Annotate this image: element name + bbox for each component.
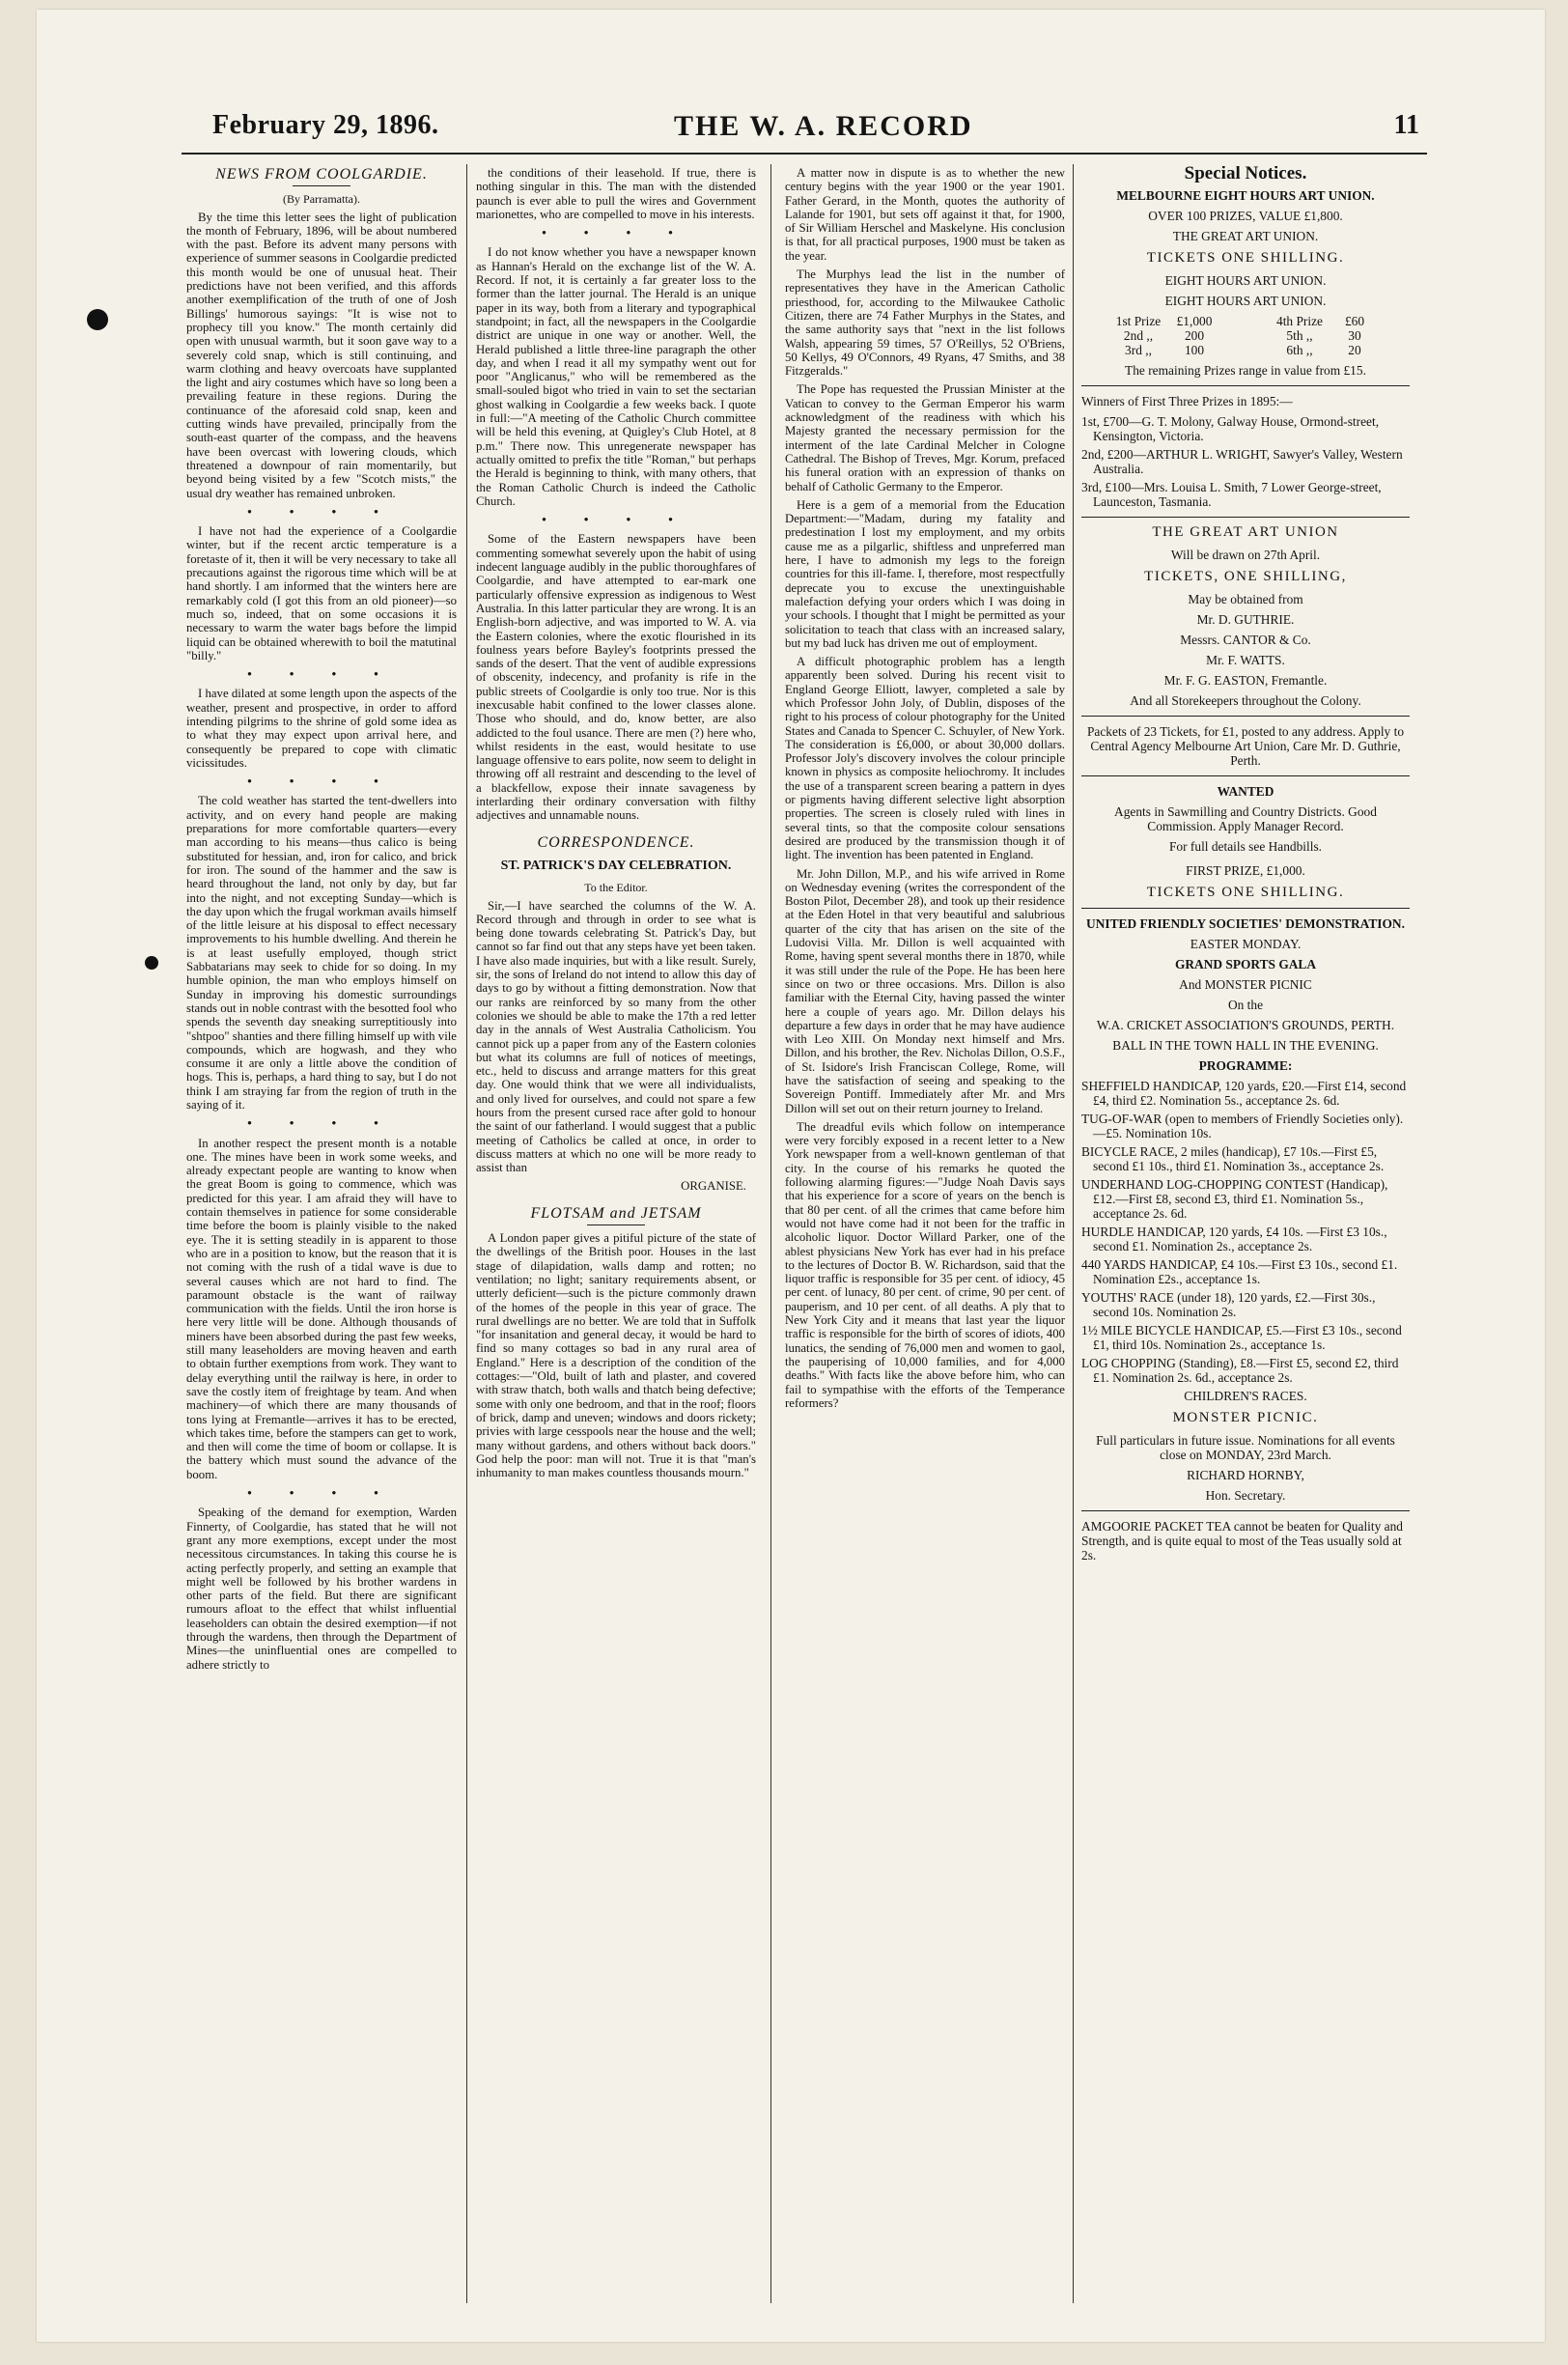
ad-line: Will be drawn on 27th April. bbox=[1170, 548, 1321, 562]
secretary-name: RICHARD HORNBY, bbox=[1187, 1468, 1304, 1482]
ad-line: Full particulars in future issue. Nominations for all events close on MONDAY, 23rd March. bbox=[1096, 1433, 1395, 1462]
program-event: TUG-OF-WAR (open to members of Friendly Societies only).—£5. Nomination 10s. bbox=[1081, 1112, 1404, 1140]
prize-cell bbox=[1222, 328, 1271, 343]
paragraph: The cold weather has started the tent-dwellers into activity, and on every hand people are making preparations for more comfortable quarters—every man according to his means—thus calico is being substituted for hessian, and, iron for calico, and brick for iron. The sound of the hammer and the saw is heard throughout the land, not only by day, but far into the night, and not excepting Sunday—which is the day upon which the frugal workman avails himself of the little leisure at his disposal to effect necessary improvements to his humble dwelling. And therein he is at least usefully employed, though strict Sabbatarians may seek to chide for so doing. In my humble opinion, the man who employs himself on Sunday in improving his domestic surroundings stands out in noble contrast with the besotted fool who spends the seventh day sneaking surreptitiously into "shtpoo" shanties and there filling himself up with vile compounds, which are hogwash, and they who consume it are only a little above the condition of hogs. This is, perhaps, a hard thing to say, but I do not think I am straying far from the region of truth in the saying of it. bbox=[186, 794, 457, 1112]
section-separator: • • • • bbox=[542, 513, 690, 527]
page-number: 11 bbox=[1393, 110, 1419, 140]
prize-cell bbox=[1222, 314, 1271, 328]
agent-name: Messrs. CANTOR & Co. bbox=[1180, 633, 1311, 647]
paragraph: I have dilated at some length upon the aspects of the weather, present and prospective, in order to afford intending pilgrims to the shrine of gold some idea as to what they may expect upon arrival here, and consequently be prepared to cope with climatic vicissitudes. bbox=[186, 687, 457, 770]
paragraph: Here is a gem of a memorial from the Education Department:—"Madam, during my fatality and predestination I lost my employment, and my orbits cause me as a pilgarlic, shiftless and unpreferred man here, I have to admonish my legs to the foreign countries for this ill-fame. I, therefore, most respectfully deprecate you to excuse the unextinguishable malefaction defying your orders which I was doing in your schools. I thought that I might be permitted as your solicitation to teach that class with an increased salary, but my bad luck has driven me out of employment. bbox=[785, 497, 1065, 650]
paragraph: Speaking of the demand for exemption, Warden Finnerty, of Coolgardie, has stated that he will not grant any more exemptions, except under the most necessitous circumstances. In taking this course he is acting perfectly properly, and setting an example that might well be followed by his brother wardens in other parts of the field. But there are significant rumours afloat to the effect that whilst influential leaseholders can obtain the desired exemption—if not through the wardens, then through the Department of Mines—the uninfluential ones are compelled to adhere strictly to bbox=[186, 1506, 457, 1672]
paragraph: Some of the Eastern newspapers have been commenting somewhat severely upon the habit of using indecent language audibly in the public thoroughfares of Coolgardie, and have attempted to ear-mark one particularly offensive expression as indigenous to West Australia. In this latter particular they are wrong. It is an English-born adjective, and was imported to W. A. via the Eastern colonies, where the exotic flourished in its foulness years before Bayley's footprints pressed the sands of the desert. That the vent of audible expressions of obscenity, indecency, and profanity is rife in the public streets of Coolgardie is only too true. Nor is this inexcusable habit confined to the lower classes alone. Those who should, and do, know better, are also addicted to the foul usance. There are men (?) here who, whilst residents in the east, would hesitate to use language offensive to ears polite, now seem to delight in throwing off all restraint and descending to the level of a blackfellow, expose their innate savageness by interlarding their ordinary conversation with filthy adjectives and unnamable nouns. bbox=[476, 532, 756, 823]
ad-line: BALL IN THE TOWN HALL IN THE EVENING. bbox=[1112, 1038, 1379, 1053]
ad-line: Winners of First Three Prizes in 1895:— bbox=[1081, 394, 1293, 408]
tea-advert: AMGOORIE PACKET TEA cannot be beaten for Quality and Strength, and is quite equal to most of the Teas usually sold at 2s. bbox=[1081, 1519, 1403, 1563]
paragraph: A matter now in dispute is as to whether the new century begins with the year 1900 or the year 1901. Father Gerard, in the Month, quotes the authority of Lalande for 1901, but sets off against it that, for 1900, of Sir William Herschel and Maskelyne. His conclusion is that, for all practical purposes, 1900 must be taken as the year. bbox=[785, 166, 1065, 263]
paragraph: The dreadful evils which follow on intemperance were very forcibly exposed in a recent letter to a New York newspaper from a well-known gentleman of that city. In the course of his remarks he quoted the following alarming figures:—"Judge Noah Davis says that his experience for a score of years on the bench is that 80 per cent. of all the crimes that came before him would not have come had it not been for the traffic in alcoholic liquor. Doctor Willard Parker, one of the ablest physicians New York has ever had in his preface to the lectures of Doctor B. W. Richardson, said that the liquor traffic is responsible for 35 per cent. of idiocy, 45 per cent. of lunacy, 80 per cent. of crime, 90 per cent. of pauperism, and 10 per cent. of all deaths. A ply that to New York City and it means that last year the liquor traffic is responsible for the birth of scores of idiots, 400 lunatics, the sending of 76,000 men and women to gaol, the pauperising of 10,000 families, and for 4,000 deaths." With facts like the above before him, who can fail to sympathise with the efforts of the Temperance reformers? bbox=[785, 1119, 1065, 1410]
ad-title: UNITED FRIENDLY SOCIETIES' DEMONSTRATION. bbox=[1086, 916, 1405, 931]
divider bbox=[1081, 1510, 1410, 1511]
notices-heading: Special Notices. bbox=[1184, 166, 1307, 183]
section-separator: • • • • bbox=[247, 1116, 396, 1131]
agent-name: Mr. D. GUTHRIE. bbox=[1196, 612, 1295, 627]
paragraph: I do not know whether you have a newspaper known as Hannan's Herald on the exchange list of the W. A. Record. If not, it is certainly a far greater loss to the former than the latter journal. The Herald is an unique paper in its way, both from a literary and typographical standpoint; in fact, all the newspapers in the Coolgardie district are unique in one way or another. Well, the Herald published a little three-line paragraph the other day, and when I read it all my sympathy went out for poor "Anglicanus," who will be remembered as the small-souled bigot who tried in vain to set the sectarian ghost walking in Coolgardie a few weeks back. I quote in full:—"A meeting of the Catholic Church committee will be held this evening, at Quigley's Club Hotel, at 8 p.m." There now. This unregenerate newspaper has actually omitted to prefix the title "Roman," but perhaps the Herald is beginning to think, with many others, that the Roman Catholic Church is indeed the Catholic Church. bbox=[476, 245, 756, 508]
winner-entry: 2nd, £200—ARTHUR L. WRIGHT, Sawyer's Valley, Western Australia. bbox=[1081, 447, 1403, 476]
ad-line: And all Storekeepers throughout the Colony. bbox=[1130, 693, 1361, 708]
divider bbox=[1081, 716, 1410, 717]
prize-cell: £60 bbox=[1344, 314, 1365, 328]
secretary-title: Hon. Secretary. bbox=[1205, 1488, 1286, 1503]
prize-table bbox=[1081, 314, 1410, 357]
title-divider bbox=[293, 185, 350, 186]
program-event: YOUTHS' RACE (under 18), 120 yards, £2.—First 30s., second 10s. Nomination 2s. bbox=[1081, 1290, 1376, 1319]
ad-line: TICKETS, ONE SHILLING, bbox=[1144, 569, 1347, 584]
paragraph: The Pope has requested the Prussian Minister at the Vatican to convey to the German Emperor his warm acknowledgment of the readiness with which his Majesty granted the necessary permission for the interment of the late Cardinal Melcher in Cologne Cathedral. The Bishop of Treves, Mgr. Korum, prefaced his funeral oration with an expression of thanks on behalf of Catholic Germany to the Emperor. bbox=[785, 382, 1065, 493]
prize-cell: 200 bbox=[1184, 328, 1205, 343]
divider bbox=[1081, 908, 1410, 909]
letter-body: Sir,—I have searched the columns of the W. A. Record through and through in order to see what is being done towards celebrating St. Patrick's Day, but cannot so far find out that any steps have yet been taken. I have also made inquiries, but with a like result. Surely, sir, the sons of Ireland do not intend to allow this day of days to go by without a fitting demonstration. Now that our ranks are reinforced by so many from the other colonies we should be able to make the 17th a red letter day in the annals of West Australia Catholicism. You cannot pick up a paper from any of the Eastern colonies but what its columns are full of notices of meetings, etc., held to discuss and arrange matters for this great day. One would think that we were all individualists, and only lived for ourselves, and could not spare a few hours from the present cursed race after gold to honour the saint of our fatherland. I would suggest that a public meeting of Catholics be called at once, in order to discuss matters at which no one will be more ready to assist than bbox=[476, 898, 756, 1175]
program-event: HURDLE HANDICAP, 120 yards, £4 10s. —First £3 10s., second £1. Nomination 2s., acceptance 2s. bbox=[1081, 1225, 1387, 1253]
masthead-title: THE W. A. RECORD bbox=[674, 110, 973, 142]
section-separator: • • • • bbox=[247, 667, 396, 682]
prize-cell: 5th ,, bbox=[1286, 328, 1313, 343]
paragraph: A London paper gives a pitiful picture of the state of the dwellings of the British poor. Houses in the last stage of dilapidation, walls damp and rotten; no ventilation; no light; sanitary requirements absent, or utterly deficient—such is the picture commonly drawn of the homes of the people in this year of grace. The rural dwellings are no better. We are told that in Suffolk "for insanitation and general decay, it would be hard to find so many cottages so bad in any rural area of England." Here is a description of the condition of the cottages:—"Old, built of lath and plaster, and covered with straw thatch, both walls and thatch being defective; some with only one bedroom, and that in the roof; floors of brick, damp and uneven; windows and doors rickety; privies with large cesspools near the house and the well; many without gardens, and others without back doors." God help the poor: man will not. True it is that "man's inhumanity to man makes countless thousands mourn." bbox=[476, 1231, 756, 1480]
prize-cell: 2nd ,, bbox=[1123, 328, 1154, 343]
letter-subject: ST. PATRICK'S DAY CELEBRATION. bbox=[500, 858, 732, 873]
prize-cell: 100 bbox=[1184, 343, 1205, 357]
column-3 bbox=[785, 166, 1065, 2300]
program-event: 1½ MILE BICYCLE HANDICAP, £5.—First £3 10s., second £1, third 10s. Nomination 2s., acceptance 1s. bbox=[1081, 1323, 1402, 1352]
ad-title: MELBOURNE EIGHT HOURS ART UNION. bbox=[1116, 188, 1375, 203]
column-2 bbox=[476, 166, 756, 2300]
issue-date: February 29, 1896. bbox=[212, 110, 439, 140]
section-title: FLOTSAM and JETSAM bbox=[530, 1204, 702, 1222]
column-1 bbox=[186, 166, 457, 2300]
paragraph: A difficult photographic problem has a length apparently been solved. During his recent visit to England George Elliott, lawyer, completed a sale by which Professor John Joly, of Dublin, disposes of the right to his process of colour photography for the United States and Canada to Spencer C. Schuyler, of New York. The consideration is £6,000, or about 30,000 dollars. Professor Joly's discovery involves the colour principle known in physics as composite heliochromy. It includes the use of a transparent screen bearing a pattern in dyes or pigments having different selective light absorption properties. The screen is closely ruled with lines in several tints, so that the composite colour sensations desired are produced by the transmission though it of light. The invention has been patented in England. bbox=[785, 655, 1065, 862]
divider bbox=[1081, 385, 1410, 386]
prize-cell: 1st Prize bbox=[1115, 314, 1162, 328]
program-event: BICYCLE RACE, 2 miles (handicap), £7 10s.—First £5, second £1 10s., third £1. Nomination 3s., acceptance 2s. bbox=[1081, 1144, 1385, 1173]
paragraph: By the time this letter sees the light of publication the month of February, 1896, will be about numbered with the past. Before its advent many persons with experience of summer seasons in Coolgardie predicted this month would be one of unusual heat. Their predictions have not been verified, and this affords another exemplification of the truth of one of Josh Billings' humorous sayings: "It is wise not to prophecy till you know." The month certainly did open with unusual warmth, but it soon gave way to a severely cold snap, which is still continuing, and warm clothing and heavy overcoats have supplanted the light and airy costumes which have so long been a prevailing feature in these regions. During the continuance of the aforesaid cold snap, keen and cutting winds have prevailed, principally from the south-east quarter of the compass, and the heavens have been overcast with lowering clouds, which threatened a downpour of rain momentarily, but beyond being visited by a few "Scotch mists," the usual dry weather has remained unbroken. bbox=[186, 210, 457, 500]
ad-title: WANTED bbox=[1217, 784, 1274, 799]
ad-line: THE GREAT ART UNION. bbox=[1172, 229, 1319, 243]
ad-line: Packets of 23 Tickets, for £1, posted to any address. Apply to Central Agency Melbourne Art Union, Care Mr. D. Guthrie, Perth. bbox=[1086, 724, 1405, 768]
prize-cell: £1,000 bbox=[1176, 314, 1213, 328]
section-separator: • • • • bbox=[247, 504, 396, 519]
ad-line: CHILDREN'S RACES. bbox=[1184, 1389, 1307, 1403]
program-event: 440 YARDS HANDICAP, £4 10s.—First £3 10s., second £1. Nomination £2s., acceptance 1s. bbox=[1081, 1257, 1398, 1286]
program-event: SHEFFIELD HANDICAP, 120 yards, £20.—First £14, second £4, third £2. Nomination 5s., acceptance 2s. 6d. bbox=[1081, 1079, 1407, 1108]
prize-cell: 20 bbox=[1348, 343, 1361, 357]
paragraph: the conditions of their leasehold. If true, there is nothing singular in this. The man with the distended paunch is ever able to pull the wires and Government marionettes, who are compelled to move in his interests. bbox=[476, 166, 756, 221]
ad-line: MONSTER PICNIC. bbox=[1172, 1410, 1319, 1425]
paragraph: In another respect the present month is a notable one. The mines have been in work some weeks, and already expectant people are wanting to know when the great Boom is going to commence, which was predicted for this year. I am afraid they will have to contain themselves in patience for some considerable time before the boom is plainly visible to the naked eye. The it is setting steadily in is apparent to those who are in a position to know, but the reason that it is not coming with the rush of a tidal wave is due to several causes which are not hard to find. The paramount obstacle is the want of railway communication with the fields. Until the iron horse is here very little will be done. Although thousands of miners have been absorbed during the past few weeks, still many leaseholders are moving heaven and earth to obtain further exemptions from work. They want to delay everything until the railway is here, in order to save the costly item of freightage by team. And when machinery—of which there are many thousands of tons lying at Fremantle—arrives it has to be erected, which takes time, before the stampers can get to work, and then will come the time of boom or collapse. It is the battery which must sound the advance of the boom. bbox=[186, 1136, 457, 1481]
ad-line: EASTER MONDAY. bbox=[1190, 937, 1302, 951]
ad-line: OVER 100 PRIZES, VALUE £1,800. bbox=[1148, 209, 1343, 223]
section-separator: • • • • bbox=[247, 774, 396, 789]
ad-line: TICKETS ONE SHILLING. bbox=[1146, 250, 1345, 266]
winner-entry: 3rd, £100—Mrs. Louisa L. Smith, 7 Lower George-street, Launceston, Tasmania. bbox=[1081, 480, 1382, 509]
ad-line: EIGHT HOURS ART UNION. bbox=[1164, 273, 1327, 288]
ad-line: On the bbox=[1227, 998, 1264, 1012]
paragraph: I have not had the experience of a Coolgardie winter, but if the recent arctic temperature is a foretaste of it, then it will be very necessary to take all precautions against the rigorous time which will be at hand shortly. I am informed that the winters here are remarkably cold (I got this from an old pioneer)—so much so, indeed, that on some occasions it is necessary to warm the water bags before the limpid liquid can be obtained wherewith to boil the matutinal "billy." bbox=[186, 524, 457, 662]
column-rule bbox=[770, 164, 771, 2303]
paragraph: The Murphys lead the list in the number of representatives they have in the American Catholic priesthood, for, according to the Milwaukee Catholic Citizen, there are 74 Father Murphys in the States, and the same authority says that "next in the list follows Walsh, appearing 59 times, 57 O'Reillys, 52 O'Briens, 50 Kellys, 49 O'Connors, 49 Ryans, 47 Smiths, and 38 Fitzgeralds." bbox=[785, 267, 1065, 379]
ad-line: W.A. CRICKET ASSOCIATION'S GROUNDS, PERTH. bbox=[1096, 1018, 1395, 1032]
ad-line: The remaining Prizes range in value from £15. bbox=[1125, 363, 1366, 378]
ad-line: For full details see Handbills. bbox=[1168, 839, 1323, 854]
divider bbox=[1081, 517, 1410, 518]
article-byline: (By Parramatta). bbox=[283, 192, 360, 207]
agent-name: Mr. F. G. EASTON, Fremantle. bbox=[1163, 673, 1328, 688]
prize-cell bbox=[1222, 343, 1271, 357]
ad-line: PROGRAMME: bbox=[1198, 1058, 1293, 1073]
ad-line: TICKETS ONE SHILLING. bbox=[1146, 885, 1345, 900]
ad-line: EIGHT HOURS ART UNION. bbox=[1164, 294, 1327, 308]
program-event: LOG CHOPPING (Standing), £8.—First £5, second £2, third £1. Nomination 2s. 6d., acceptance 2s. bbox=[1081, 1356, 1399, 1385]
prize-cell: 6th ,, bbox=[1286, 343, 1313, 357]
letter-signoff: ORGANISE. bbox=[681, 1179, 746, 1194]
paragraph: Mr. John Dillon, M.P., and his wife arrived in Rome on Wednesday evening (writes the correspondent of the Boston Pilot, December 28), and took up their residence at the Eden Hotel in that very beautiful and salubrious quarter of the city that has arisen on the site of the Ludovisi Villa. Mr. Dillon is well acquainted with Rome, having spent several months there in 1870, while it was still under the rule of the Pope. He has been here since on two or three occasions. Mrs. Dillon is also familiar with the Eternal City, having passed the winter here a couple of years ago. Mr. Dillon delays his departure a few days in order that he may have audience with Leo XIII. On Monday next himself and Mrs. Dillon, and his brother, the Rev. Nicholas Dillon, O.S.F., of St. Isidore's Irish Franciscan College, Rome, will have the satisfaction of seeing and speaking to the Sovereign Pontiff. Immediately after Mr. and Mrs Dillon will set out on their return journey to Ireland. bbox=[785, 866, 1065, 1115]
section-separator: • • • • bbox=[247, 1486, 396, 1501]
column-rule bbox=[1073, 164, 1074, 2303]
divider bbox=[1081, 775, 1410, 776]
section-separator: • • • • bbox=[542, 226, 690, 240]
article-title: NEWS FROM COOLGARDIE. bbox=[215, 166, 428, 183]
ad-line: And MONSTER PICNIC bbox=[1179, 977, 1312, 992]
program-event: UNDERHAND LOG-CHOPPING CONTEST (Handicap), £12.—First £8, second £3, third £1. Nomination 5s., acceptance 2s. 6d. bbox=[1081, 1177, 1388, 1221]
ad-line: FIRST PRIZE, £1,000. bbox=[1186, 863, 1305, 878]
section-title: CORRESPONDENCE. bbox=[537, 833, 695, 851]
prize-cell: 4th Prize bbox=[1276, 314, 1323, 328]
winner-entry: 1st, £700—G. T. Molony, Galway House, Ormond-street, Kensington, Victoria. bbox=[1081, 414, 1380, 443]
page-header bbox=[182, 110, 1427, 155]
ad-title: THE GREAT ART UNION bbox=[1152, 524, 1339, 540]
ad-line: Agents in Sawmilling and Country Districts. Good Commission. Apply Manager Record. bbox=[1114, 804, 1377, 833]
prize-cell: 3rd ,, bbox=[1125, 343, 1152, 357]
agent-name: Mr. F. WATTS. bbox=[1206, 653, 1285, 667]
ad-line: May be obtained from bbox=[1188, 592, 1303, 606]
prize-cell: 30 bbox=[1348, 328, 1361, 343]
newspaper-page bbox=[37, 10, 1545, 2342]
column-rule bbox=[466, 164, 467, 2303]
binding-hole-mark bbox=[87, 309, 108, 330]
column-4-special-notices bbox=[1081, 166, 1410, 2300]
ad-line: GRAND SPORTS GALA bbox=[1174, 957, 1317, 971]
binding-hole-mark bbox=[145, 956, 158, 970]
letter-addressee: To the Editor. bbox=[584, 881, 648, 895]
